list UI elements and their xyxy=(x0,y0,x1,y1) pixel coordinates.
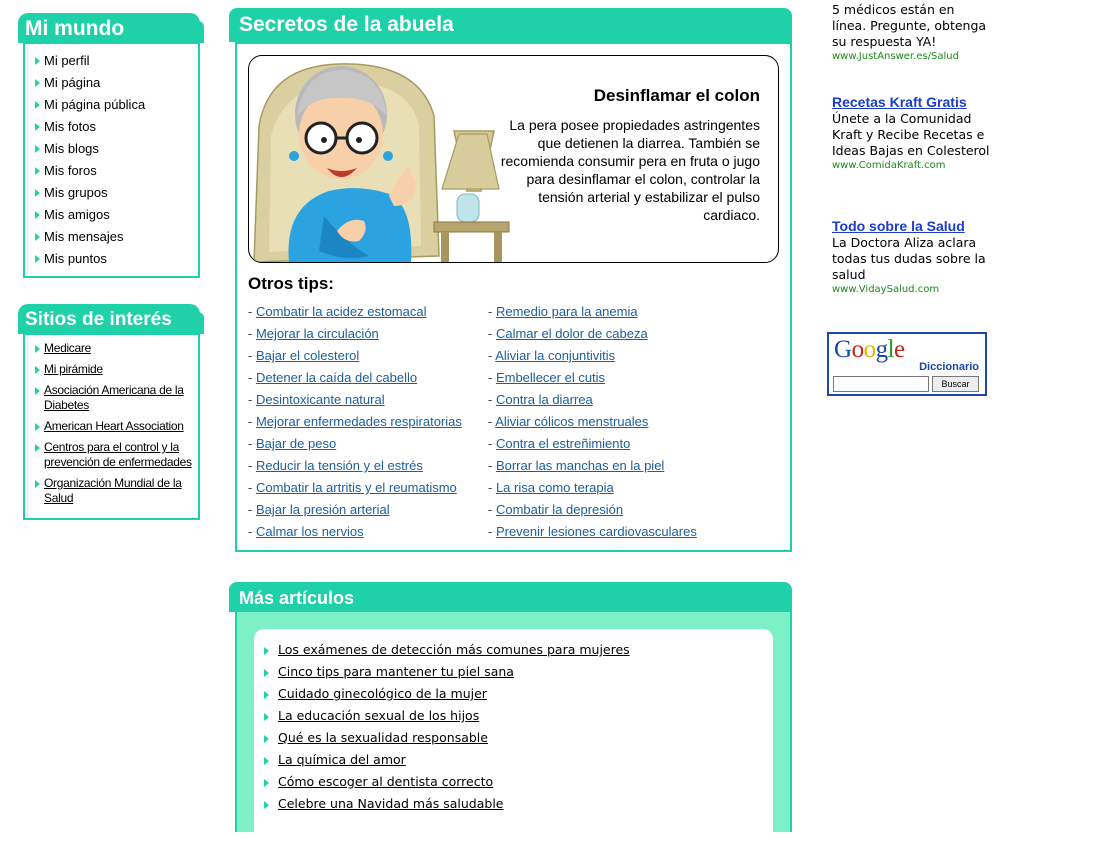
tip-link[interactable]: Borrar las manchas en la piel xyxy=(495,458,665,473)
tip-item: - Aliviar cólicos menstruales xyxy=(488,414,649,429)
ad-url[interactable]: www.ComidaKraft.com xyxy=(832,160,946,171)
mas-articulos-list xyxy=(254,629,773,815)
tip-item: - Desintoxicante natural xyxy=(248,392,385,407)
tip-item: - La risa como terapia xyxy=(488,480,614,495)
tip-item: - Bajar el colesterol xyxy=(248,348,360,363)
diccionario-label: Diccionario xyxy=(919,361,979,373)
mi-mundo-list xyxy=(27,43,198,276)
buscar-button[interactable]: Buscar xyxy=(932,376,979,392)
sitio-link[interactable]: American Heart Association xyxy=(34,419,198,434)
sitios-box xyxy=(18,304,200,520)
arrow-right-icon xyxy=(35,423,40,431)
tip-link[interactable]: Mejorar la circulación xyxy=(255,326,379,341)
arrow-right-icon xyxy=(35,444,40,452)
sitio-link[interactable]: Centros para el control y la prevención de enfermedades xyxy=(34,440,198,470)
tip-item: - Reducir la tensión y el estrés xyxy=(248,458,423,473)
article-item xyxy=(264,749,773,771)
ad-vidaysalud[interactable] xyxy=(832,218,992,297)
mi-mundo-title: Mi mundo xyxy=(18,13,200,43)
tip-item: - Bajar de peso xyxy=(248,436,337,451)
mi-mundo-item-pagina[interactable]: Mi página xyxy=(34,72,198,94)
article-link[interactable]: Celebre una Navidad más saludable xyxy=(278,796,504,811)
ad-justanswer[interactable] xyxy=(832,2,992,64)
arrow-right-icon xyxy=(35,345,40,353)
article-item xyxy=(264,771,773,793)
article-item xyxy=(264,727,773,749)
tip-item: - Remedio para la anemia xyxy=(488,304,638,319)
sitio-link[interactable]: Asociación Americana de la Diabetes xyxy=(34,383,198,413)
tip-link[interactable]: Aliviar cólicos menstruales xyxy=(495,414,649,429)
arrow-right-icon xyxy=(35,233,40,241)
tip-link[interactable]: Aliviar la conjuntivitis xyxy=(495,348,616,363)
secretos-title: Secretos de la abuela xyxy=(229,8,792,42)
mi-mundo-box xyxy=(18,13,200,278)
tips-list-left xyxy=(248,301,462,543)
mi-mundo-item-blogs[interactable]: Mis blogs xyxy=(34,138,198,160)
mi-mundo-body xyxy=(23,43,200,278)
arrow-right-icon xyxy=(264,801,269,809)
tip-item: - Embellecer el cutis xyxy=(488,370,606,385)
sitios-title: Sitios de interés xyxy=(18,304,200,334)
article-item xyxy=(264,705,773,727)
mi-mundo-item-pagina-publica[interactable]: Mi página pública xyxy=(34,94,198,116)
arrow-right-icon xyxy=(35,387,40,395)
tip-link[interactable]: Remedio para la anemia xyxy=(495,304,638,319)
hero-text: La pera posee propiedades astringentes que detienen la diarrea. También se recomienda consumir pera en fruta o jugo para desinflamar el colon, controlar la tensión arterial y estabilizar el pulso cardiaco. xyxy=(500,117,760,223)
tip-item: - Calmar el dolor de cabeza xyxy=(488,326,648,341)
mi-mundo-item-grupos[interactable]: Mis grupos xyxy=(34,182,198,204)
google-logo: Google xyxy=(834,336,905,363)
ad-body: La Doctora Aliza aclara todas tus dudas sobre la salud xyxy=(832,235,986,282)
tip-item: - Bajar la presión arterial xyxy=(248,502,390,517)
mi-mundo-item-perfil[interactable]: Mi perfil xyxy=(34,50,198,72)
tip-item: - Combatir la acidez estomacal xyxy=(248,304,427,319)
tip-link[interactable]: Combatir la depresión xyxy=(495,502,624,517)
ad-title[interactable]: Todo sobre la Salud xyxy=(832,218,965,234)
tips-list-right xyxy=(488,301,697,543)
article-item xyxy=(264,793,773,815)
article-link[interactable]: Los exámenes de detección más comunes para mujeres xyxy=(278,642,630,657)
tip-link[interactable]: Detener la caída del cabello xyxy=(255,370,418,385)
article-link[interactable]: Cómo escoger al dentista correcto xyxy=(278,774,494,789)
tip-item: - Contra la diarrea xyxy=(488,392,593,407)
tip-item: - Calmar los nervios xyxy=(248,524,364,539)
arrow-right-icon xyxy=(35,189,40,197)
hero-card[interactable] xyxy=(248,55,779,263)
tip-item: - Combatir la depresión xyxy=(488,502,624,517)
mas-articulos-body xyxy=(235,612,792,832)
arrow-right-icon xyxy=(264,735,269,743)
secretos-body xyxy=(235,42,792,552)
tip-link[interactable]: Bajar la presión arterial xyxy=(255,502,390,517)
sitio-link[interactable]: Organización Mundial de la Salud xyxy=(34,476,198,506)
tip-item: - Prevenir lesiones cardiovasculares xyxy=(488,524,697,539)
mi-mundo-item-mensajes[interactable]: Mis mensajes xyxy=(34,226,198,248)
arrow-right-icon xyxy=(35,255,40,263)
arrow-right-icon xyxy=(264,713,269,721)
tip-link[interactable]: Reducir la tensión y el estrés xyxy=(255,458,423,473)
arrow-right-icon xyxy=(35,79,40,87)
mas-articulos-list-panel xyxy=(254,629,773,859)
arrow-right-icon xyxy=(35,123,40,131)
ad-title[interactable]: Recetas Kraft Gratis xyxy=(832,94,967,110)
tip-link[interactable]: Contra el estreñimiento xyxy=(495,436,631,451)
arrow-right-icon xyxy=(35,101,40,109)
arrow-right-icon xyxy=(35,480,40,488)
ad-body: Únete a la Comunidad Kraft y Recibe Recetas e Ideas Bajas en Colesterol xyxy=(832,111,990,158)
tip-link[interactable]: Calmar los nervios xyxy=(255,524,364,539)
arrow-right-icon xyxy=(35,211,40,219)
tip-link[interactable]: Calmar el dolor de cabeza xyxy=(495,326,648,341)
ad-body: 5 médicos están en línea. Pregunte, obtenga su respuesta YA! xyxy=(832,2,987,49)
tip-link[interactable]: Combatir la artritis y el reumatismo xyxy=(255,480,457,495)
tip-link[interactable]: Desintoxicante natural xyxy=(255,392,385,407)
sitios-body xyxy=(23,334,200,520)
arrow-right-icon xyxy=(35,366,40,374)
article-item xyxy=(264,683,773,705)
tip-item: - Borrar las manchas en la piel xyxy=(488,458,665,473)
arrow-right-icon xyxy=(264,691,269,699)
tip-item: - Aliviar la conjuntivitis xyxy=(488,348,616,363)
article-item xyxy=(264,639,773,661)
ad-kraft[interactable] xyxy=(832,94,992,173)
arrow-right-icon xyxy=(264,757,269,765)
article-link[interactable]: La química del amor xyxy=(278,752,406,767)
tip-item: - Contra el estreñimiento xyxy=(488,436,631,451)
tip-item: - Mejorar enfermedades respiratorias xyxy=(248,414,462,429)
tip-link[interactable]: Bajar el colesterol xyxy=(255,348,360,363)
sitio-link[interactable]: Medicare xyxy=(34,341,198,356)
tip-item: - Combatir la artritis y el reumatismo xyxy=(248,480,457,495)
mi-mundo-item-amigos[interactable]: Mis amigos xyxy=(34,204,198,226)
article-link[interactable]: Cuidado ginecológico de la mujer xyxy=(278,686,487,701)
article-link[interactable]: La educación sexual de los hijos xyxy=(278,708,480,723)
hero-title: Desinflamar el colon xyxy=(593,86,760,105)
arrow-right-icon xyxy=(264,647,269,655)
tip-link[interactable]: Contra la diarrea xyxy=(495,392,593,407)
secretos-box xyxy=(229,8,792,552)
tip-link[interactable]: Bajar de peso xyxy=(255,436,337,451)
sitios-list xyxy=(27,334,198,518)
tip-link[interactable]: Combatir la acidez estomacal xyxy=(255,304,427,319)
sitio-link[interactable]: Mi pirámide xyxy=(34,362,198,377)
mas-articulos-title: Más artículos xyxy=(229,582,792,612)
tip-link[interactable]: Prevenir lesiones cardiovasculares xyxy=(495,524,697,539)
arrow-right-icon xyxy=(35,145,40,153)
arrow-right-icon xyxy=(35,57,40,65)
tip-item: - Mejorar la circulación xyxy=(248,326,379,341)
arrow-right-icon xyxy=(264,779,269,787)
article-link[interactable]: Qué es la sexualidad responsable xyxy=(278,730,488,745)
tip-link[interactable]: Mejorar enfermedades respiratorias xyxy=(255,414,462,429)
tip-link[interactable]: La risa como terapia xyxy=(495,480,614,495)
mi-mundo-item-fotos[interactable]: Mis fotos xyxy=(34,116,198,138)
ad-url[interactable]: www.JustAnswer.es/Salud xyxy=(832,51,959,62)
otros-tips-title: Otros tips: xyxy=(248,274,334,293)
tip-link[interactable]: Embellecer el cutis xyxy=(495,370,606,385)
ad-url[interactable]: www.VidaySalud.com xyxy=(832,284,940,295)
tip-item: - Detener la caída del cabello xyxy=(248,370,418,385)
article-link[interactable]: Cinco tips para mantener tu piel sana xyxy=(278,664,514,679)
mas-articulos-box xyxy=(229,582,792,832)
article-item xyxy=(264,661,773,683)
arrow-right-icon xyxy=(35,167,40,175)
mi-mundo-item-foros[interactable]: Mis foros xyxy=(34,160,198,182)
arrow-right-icon xyxy=(264,669,269,677)
dictionary-search-input[interactable] xyxy=(833,376,929,392)
mi-mundo-item-puntos[interactable]: Mis puntos xyxy=(34,248,198,270)
google-dictionary-widget xyxy=(827,332,987,396)
